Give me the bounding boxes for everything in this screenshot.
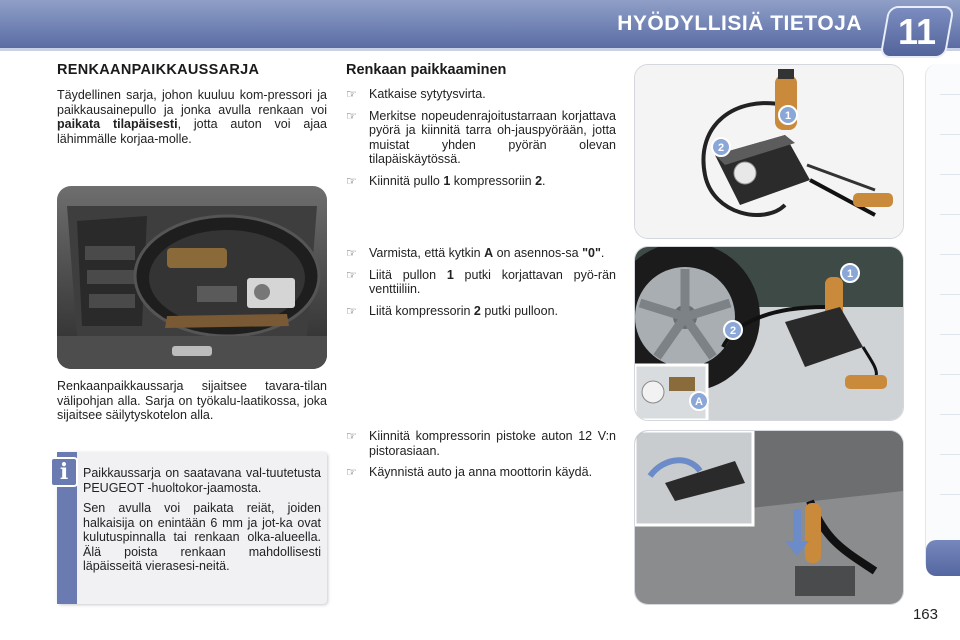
repair-title: Renkaan paikkaaminen <box>346 62 507 78</box>
svg-text:2: 2 <box>729 325 737 337</box>
step-item: ☞ Katkaise sytytysvirta. <box>346 87 486 101</box>
step-item: ☞ Liitä pullon 1 putki korjattavan pyö-rän venttiiliin. <box>346 267 616 296</box>
photo-compressor-bottle <box>634 64 904 239</box>
kit-location-paragraph <box>57 379 327 423</box>
edge-tab-divider <box>940 254 960 255</box>
pointing-hand-icon: ☞ <box>346 267 357 282</box>
info-paragraph-availability: Paikkaussarja on saatavana val-tuutetusta PEUGEOT -huoltokor-jaamosta. <box>83 466 321 495</box>
step-item: ☞ Liitä kompressorin 2 putki pulloon. <box>346 303 558 318</box>
pointing-hand-icon: ☞ <box>346 173 357 188</box>
page-number: 163 <box>912 606 938 623</box>
info-icon: i <box>50 457 78 487</box>
callout-1 <box>841 264 859 282</box>
callout-2 <box>724 321 742 339</box>
edge-tab-divider <box>940 174 960 175</box>
section-title: RENKAANPAIKKAUSSARJA <box>57 62 260 78</box>
edge-tab-divider <box>940 414 960 415</box>
intro-paragraph <box>57 88 327 146</box>
svg-text:2: 2 <box>717 142 725 154</box>
edge-tab-divider <box>940 94 960 95</box>
pointing-hand-icon: ☞ <box>346 108 357 123</box>
edge-tab-divider <box>940 214 960 215</box>
pointing-hand-icon: ☞ <box>346 465 357 479</box>
intro-text: Täydellinen sarja, johon kuuluu kom-pressori ja paikkausainepullo ja jonka avulla renkaan voi <box>57 88 327 117</box>
step-item: ☞ Kiinnitä pullo 1 kompressoriin 2. <box>346 173 546 188</box>
photo-kit-connected-wheel <box>634 246 904 421</box>
edge-tab-divider <box>940 334 960 335</box>
chapter-title: HYÖDYLLISIÄ TIETOJA <box>617 12 862 35</box>
info-paragraph-usage: Sen avulla voi paikata reiät, joiden halkaisija on enintään 6 mm ja jot-ka ovat kulutuspinnalla tai renkaan olka-alueella. Älä poista renkaan mahdollisesti läpäisseitä vierasesi-neitä. <box>83 501 321 573</box>
intro-text-end: , jotta auton voi ajaa lähimmälle korjaa-molle. <box>57 117 327 146</box>
photo-12v-socket <box>634 430 904 605</box>
steps-group-inflate <box>346 429 616 487</box>
callout-1 <box>779 106 797 124</box>
intro-emphasis: paikata tilapäisesti <box>57 117 178 131</box>
svg-text:1: 1 <box>846 268 854 280</box>
kit-location-text: Renkaanpaikkaussarja sijaitsee tavara-tilan välipohjan alla. Sarja on työkalu-laatikossa, joka sijaitsee säilytyskotelon alla. <box>57 379 327 422</box>
info-text <box>83 466 321 580</box>
step-item: ☞ Käynnistä auto ja anna moottorin käydä. <box>346 465 593 479</box>
pointing-hand-icon: ☞ <box>346 87 357 101</box>
step-item: ☞ Kiinnitä kompressorin pistoke auton 12 V:n pistorasiaan. <box>346 429 616 458</box>
pointing-hand-icon: ☞ <box>346 429 357 443</box>
edge-tab-divider <box>940 134 960 135</box>
chapter-tab[interactable] <box>879 6 954 58</box>
step-item: ☞ Merkitse nopeudenrajoitustarraan korjattava pyörä ja kiinnitä tarra oh-jauspyörään, jotta muistat yhden pyörän olevan tilapäiskäytössä. <box>346 108 616 166</box>
svg-text:A: A <box>695 396 703 408</box>
svg-text:1: 1 <box>784 110 792 122</box>
edge-tab-divider <box>940 454 960 455</box>
chapter-edge-tabs <box>925 64 960 574</box>
edge-tab-divider <box>940 374 960 375</box>
edge-tab-active[interactable] <box>926 540 960 576</box>
steps-group-prepare <box>346 87 616 195</box>
step-item: ☞ Varmista, että kytkin A on asennos-sa "0". <box>346 246 605 260</box>
chapter-number: 11 <box>897 11 937 52</box>
steps-group-connect <box>346 246 616 325</box>
trunk-kit-photo <box>57 186 327 369</box>
pointing-hand-icon: ☞ <box>346 303 357 318</box>
info-box <box>57 452 327 604</box>
pointing-hand-icon: ☞ <box>346 246 357 260</box>
edge-tab-divider <box>940 294 960 295</box>
callout-2 <box>712 138 730 156</box>
callout-a <box>690 392 708 410</box>
edge-tab-divider <box>940 494 960 495</box>
